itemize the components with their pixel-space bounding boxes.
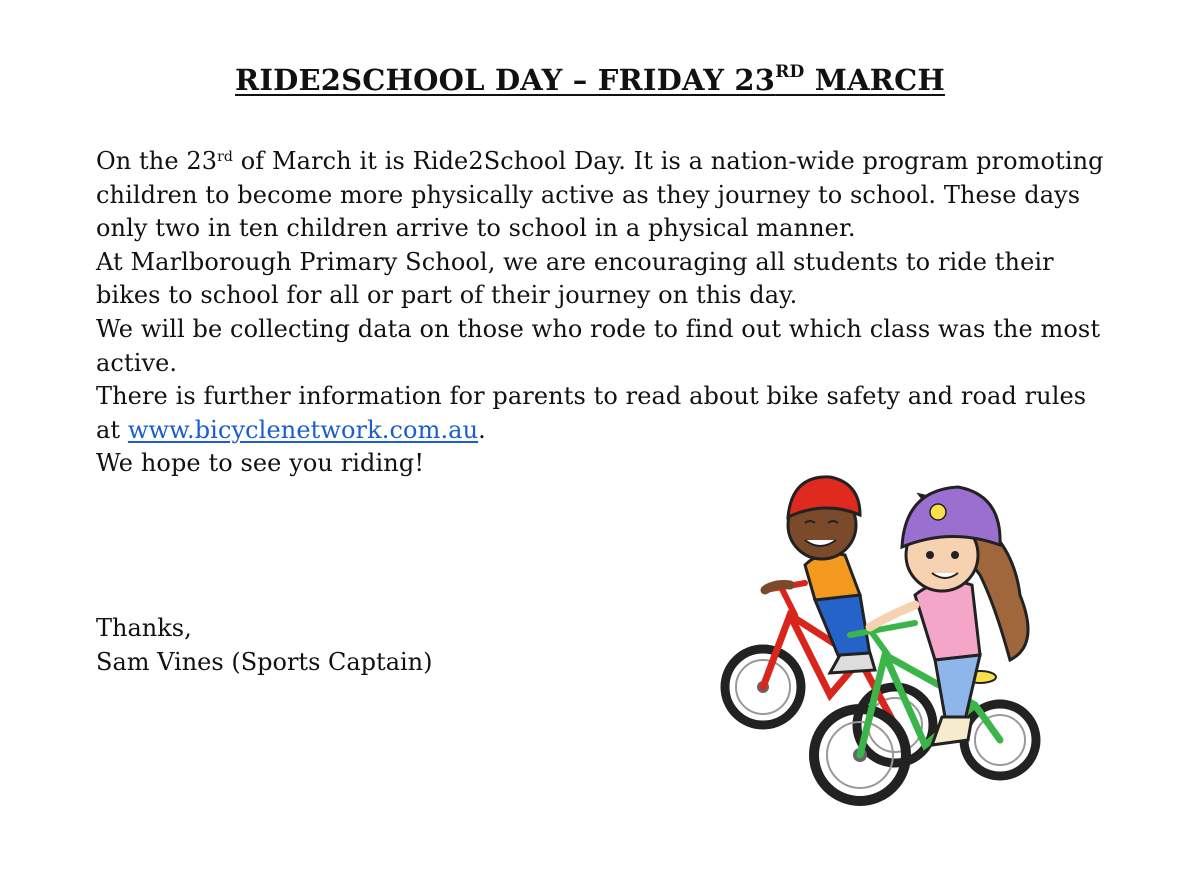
paragraph-school: At Marlborough Primary School, we are encouraging all students to ride their bikes to school for all or part of their journey on this day. [96, 247, 1054, 310]
signoff-name: Sam Vines (Sports Captain) [96, 647, 433, 676]
signoff-thanks: Thanks, [96, 614, 192, 642]
paragraph-info: There is further information for parents to read about bike safety and road rules at www.bicyclenetwork.com.au. [96, 382, 1087, 444]
website-link[interactable]: www.bicyclenetwork.com.au [127, 415, 479, 444]
ordinal-suffix: rd [217, 149, 233, 165]
paragraph-closing: We hope to see you riding! [96, 449, 425, 478]
paragraph-intro: On the 23rd of March it is Ride2School Day. It is a nation-wide program promoting children to become more physically active as they journey to school. These days only two in ten children arrive to school in a physical manner. [96, 147, 1104, 243]
signoff [96, 612, 433, 679]
kids-riding-bikes-illustration [710, 455, 1070, 835]
title-ordinal: RD [775, 62, 805, 82]
paragraph-data: We will be collecting data on those who rode to find out which class was the most active. [96, 314, 1101, 377]
body-text [96, 141, 1106, 481]
page-title: RIDE2SCHOOL DAY – FRIDAY 23RD MARCH [235, 62, 945, 97]
